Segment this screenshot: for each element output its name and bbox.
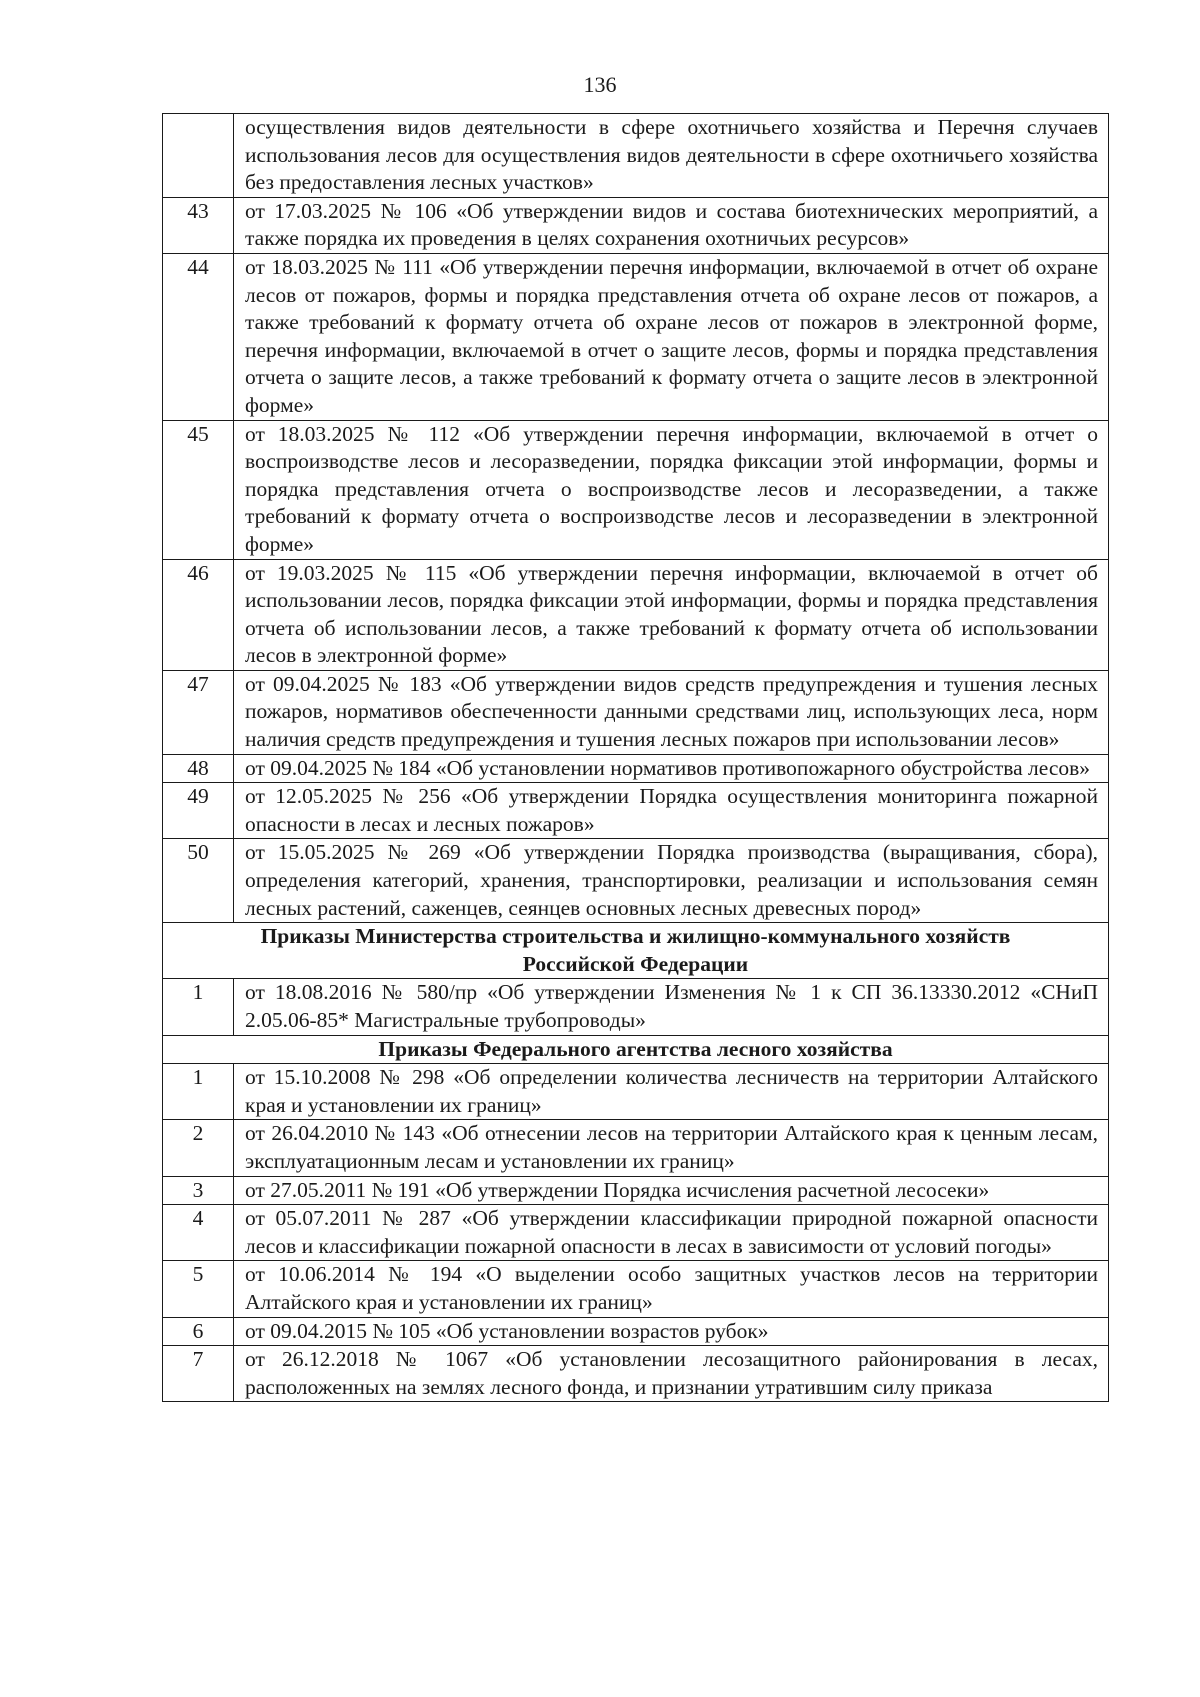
row-text: от 09.04.2015 № 105 «Об установлении возрастов рубок» — [234, 1317, 1109, 1346]
table-row — [163, 670, 1109, 754]
row-number: 46 — [163, 559, 234, 670]
row-number: 43 — [163, 197, 234, 253]
section-heading-line: Приказы Министерства строительства и жилищно-коммунального хозяйств — [260, 924, 1011, 949]
row-text: от 10.06.2014 № 194 «О выделении особо защитных участков лесов на территории Алтайского края и установлении их границ» — [234, 1261, 1109, 1317]
section-heading-rosleskhoz: Приказы Федерального агентства лесного хозяйства — [163, 1035, 1109, 1064]
row-number: 4 — [163, 1205, 234, 1261]
table-row — [163, 1120, 1109, 1176]
table-row — [163, 1346, 1109, 1402]
row-text: от 18.08.2016 № 580/пр «Об утверждении Изменения № 1 к СП 36.13330.2012 «СНиП 2.05.06-85* Магистральные трубопроводы» — [234, 979, 1109, 1035]
row-text: от 05.07.2011 № 287 «Об утверждении классификации природной пожарной опасности лесов и классификации пожарной опасности в лесах в зависимости от условий погоды» — [234, 1205, 1109, 1261]
row-number: 1 — [163, 1064, 234, 1120]
row-number: 49 — [163, 783, 234, 839]
row-text: от 26.04.2010 № 143 «Об отнесении лесов на территории Алтайского края к ценным лесам, эксплуатационным лесам и установлении их границ» — [234, 1120, 1109, 1176]
row-text: от 09.04.2025 № 183 «Об утверждении видов средств предупреждения и тушения лесных пожаров, нормативов обеспеченности данными средствами лиц, использующих леса, норм наличия средств предупреждения и тушения лесных пожаров при использовании лесов» — [234, 670, 1109, 754]
row-number: 6 — [163, 1317, 234, 1346]
row-number: 5 — [163, 1261, 234, 1317]
row-number — [163, 114, 234, 198]
table-row — [163, 1064, 1109, 1120]
row-text: от 18.03.2025 № 111 «Об утверждении перечня информации, включаемой в отчет об охране лесов от пожаров, формы и порядка представления отчета об охране лесов от пожаров, а также требований к формату отчета об охране лесов от пожаров в электронной форме, перечня информации, включаемой в отчет о защите лесов, формы и порядка представления отчета о защите лесов, а также требований к формату отчета о защите лесов в электронной форме» — [234, 253, 1109, 420]
table-row — [163, 420, 1109, 559]
table-row — [163, 979, 1109, 1035]
row-number: 45 — [163, 420, 234, 559]
document-table — [162, 113, 1109, 1402]
section-heading-row — [163, 1035, 1109, 1064]
table-row — [163, 1317, 1109, 1346]
row-text: от 19.03.2025 № 115 «Об утверждении перечня информации, включаемой в отчет об использовании лесов, порядка фиксации этой информации, формы и порядка представления отчета об использовании лесов, а также требований к формату отчета об использовании лесов в электронной форме» — [234, 559, 1109, 670]
table-row — [163, 253, 1109, 420]
row-text: от 12.05.2025 № 256 «Об утверждении Порядка осуществления мониторинга пожарной опасности в лесах и лесных пожаров» — [234, 783, 1109, 839]
section-heading-line: Российской Федерации — [522, 951, 749, 976]
page-number: 136 — [583, 72, 617, 97]
table-row — [163, 1176, 1109, 1205]
table-row — [163, 754, 1109, 783]
row-number: 7 — [163, 1346, 234, 1402]
row-number: 44 — [163, 253, 234, 420]
section-heading-minstroy — [163, 923, 1109, 979]
row-text: от 15.10.2008 № 298 «Об определении количества лесничеств на территории Алтайского края и установлении их границ» — [234, 1064, 1109, 1120]
row-text: от 26.12.2018 № 1067 «Об установлении лесозащитного районирования в лесах, расположенных на землях лесного фонда, и признании утратившим силу приказа — [234, 1346, 1109, 1402]
row-number: 3 — [163, 1176, 234, 1205]
row-text: от 18.03.2025 № 112 «Об утверждении перечня информации, включаемой в отчет о воспроизводстве лесов и лесоразведении, порядка фиксации этой информации, формы и порядка представления отчета о воспроизводстве лесов и лесоразведении, а также требований к формату отчета о воспроизводстве лесов и лесоразведении в электронной форме» — [234, 420, 1109, 559]
table-row — [163, 1261, 1109, 1317]
row-text: от 15.05.2025 № 269 «Об утверждении Порядка производства (выращивания, сбора), определения категорий, хранения, транспортировки, реализации и использования семян лесных растений, саженцев, сеянцев основных лесных древесных пород» — [234, 839, 1109, 923]
table-row — [163, 783, 1109, 839]
row-text: осуществления видов деятельности в сфере охотничьего хозяйства и Перечня случаев использования лесов для осуществления видов деятельности в сфере охотничьего хозяйства без предоставления лесных участков» — [234, 114, 1109, 198]
row-text: от 17.03.2025 № 106 «Об утверждении видов и состава биотехнических мероприятий, а также порядка их проведения в целях сохранения охотничьих ресурсов» — [234, 197, 1109, 253]
section-heading-row — [163, 923, 1109, 979]
table-row — [163, 839, 1109, 923]
row-number: 48 — [163, 754, 234, 783]
row-number: 1 — [163, 979, 234, 1035]
table-row — [163, 197, 1109, 253]
row-text: от 27.05.2011 № 191 «Об утверждении Порядка исчисления расчетной лесосеки» — [234, 1176, 1109, 1205]
row-text: от 09.04.2025 № 184 «Об установлении нормативов противопожарного обустройства лесов» — [234, 754, 1109, 783]
row-number: 2 — [163, 1120, 234, 1176]
row-number: 47 — [163, 670, 234, 754]
table-row — [163, 1205, 1109, 1261]
table-row — [163, 114, 1109, 198]
table-row — [163, 559, 1109, 670]
row-number: 50 — [163, 839, 234, 923]
